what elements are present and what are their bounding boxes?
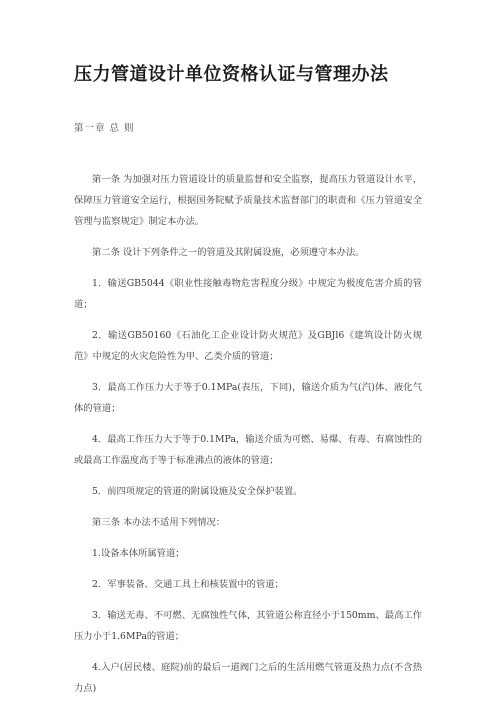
- list-item-3: 3．最高工作压力大于等于0.1MPa(表压，下同)，输送介质为气(汽)体、液化气体的管道；: [74, 382, 422, 414]
- list-item-5: 5．前四项规定的管道的附属设施及安全保护装置。: [92, 486, 303, 497]
- list-item-2: 2．输送GB50160《石油化工企业设计防火规范》及GBJl6《建筑设计防火规范》中规定的火灾危险性为甲、乙类介质的管道；: [74, 330, 422, 362]
- exclusion-item-3: 3．输送无毒、不可燃、无腐蚀性气体，其管道公称直径小于150mm、最高工作压力小于1.6MPa的管道；: [74, 610, 422, 642]
- paragraph-article-2: 第二条 设计下列条件之一的管道及其附属设施，必须遵守本办法。: [92, 247, 365, 258]
- list-item-4: 4．最高工作压力大于等于0.1MPa，输送介质为可燃、易爆、有毒、有腐蚀性的或最高工作温度高于等于标准沸点的液体的管道；: [74, 434, 422, 466]
- list-item-1: 1．输送GB5044《职业性接触毒物危害程度分级》中规定为极度危害介质的管道；: [74, 278, 422, 310]
- exclusion-item-2: 2．军事装备、交通工具上和核装置中的管道；: [92, 579, 284, 590]
- chapter-heading: 第一章 总 则: [74, 123, 135, 134]
- exclusion-item-1: 1.设备本体所属管道；: [92, 548, 185, 559]
- exclusion-item-4: 4.入户(居民楼、庭院)前的最后一道阀门之后的生活用燃气管道及热力点(不含热力点): [74, 662, 422, 694]
- document-title: 压力管道设计单位资格认证与管理办法: [74, 64, 389, 85]
- paragraph-article-3: 第三条 本办法不适用下列情况：: [92, 517, 226, 528]
- paragraph-article-1: 第一条 为加强对压力管道设计的质量监督和安全监察，提高压力管道设计水平，保障压力管道安全运行，根据国务院赋予质量技术监督部门的职责和《压力管道安全管理与监察规定》制定本办法。: [74, 174, 422, 227]
- document-body: [74, 169, 422, 709]
